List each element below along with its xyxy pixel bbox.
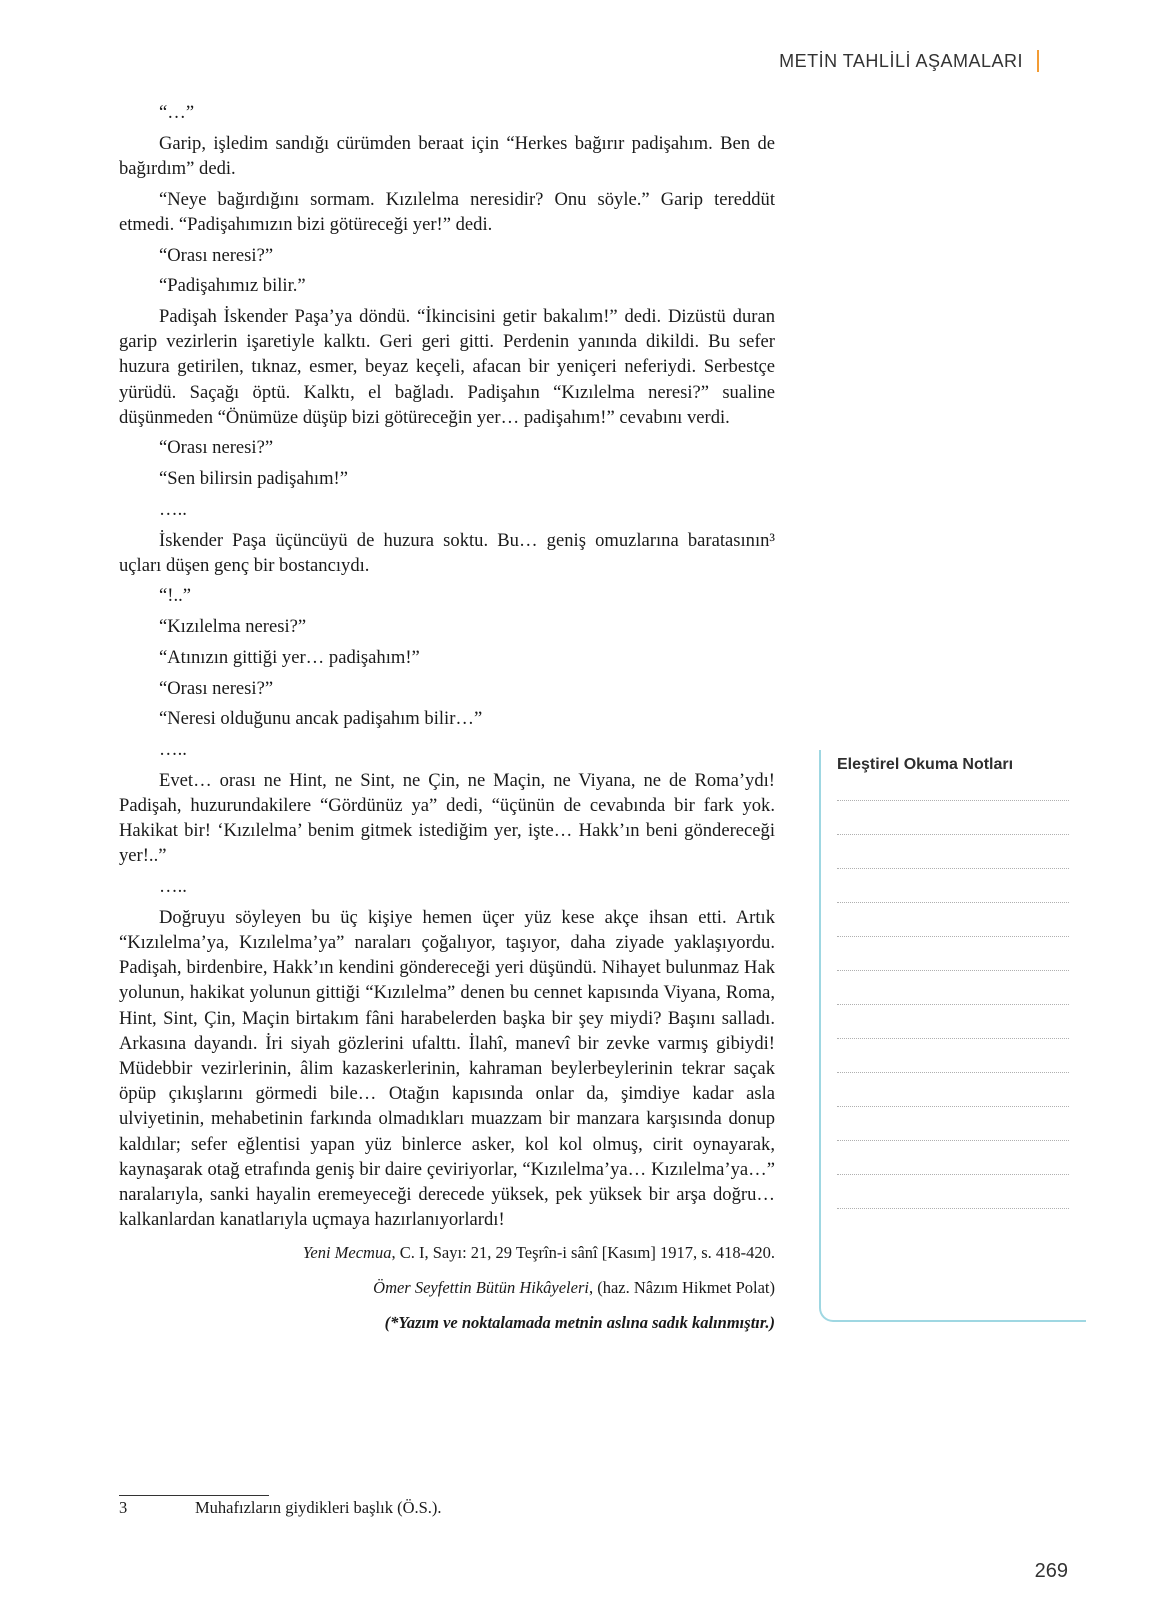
running-header: [779, 50, 1039, 72]
note-line[interactable]: [837, 1038, 1069, 1039]
paragraph: “Atınızın gittiği yer… padişahım!”: [159, 646, 420, 668]
source-citation: [119, 1242, 775, 1264]
note-line[interactable]: [837, 1106, 1069, 1107]
note-line[interactable]: [837, 1072, 1069, 1073]
footnote: [119, 1498, 442, 1518]
source-citation: [119, 1277, 775, 1299]
header-accent-bar: [1037, 50, 1039, 72]
source-title: Ömer Seyfettin Bütün Hikâyeleri: [373, 1278, 589, 1298]
paragraph: “…”: [159, 102, 195, 123]
footnote-number: 3: [119, 1498, 128, 1517]
source-note-text: (*Yazım ve noktalamada metnin aslına sadık kalınmıştır.): [384, 1313, 775, 1333]
paragraph: “Neye bağırdığını sormam. Kızılelma neresidir? Onu söyle.” Garip tereddüt etmedi. “Padişahımızın bizi götüreceği yer!” dedi.: [119, 188, 775, 235]
paragraph: …..: [159, 875, 187, 897]
note-line[interactable]: [837, 800, 1069, 801]
note-line[interactable]: [837, 970, 1069, 971]
source-detail: , C. I, Sayı: 21, 29 Teşrîn-i sânî [Kasım] 1917, s. 418-420.: [391, 1243, 775, 1263]
paragraph: “Orası neresi?”: [159, 437, 274, 459]
paragraph: “Sen bilirsin padişahım!”: [159, 468, 348, 490]
header-title: METİN TAHLİLİ AŞAMALARI: [779, 50, 1023, 71]
paragraph: Doğruyu söyleyen bu üç kişiye hemen üçer yüz kese akçe ihsan etti. Artık “Kızılelma’ya, Kızılelma’ya” naraları çoğalıyor, taşıyor, daha ziyade yaklaşıyordu. Padişah, birdenbire, Hakk’ın kendini göndereceği yeri düşündü. Nihayet bulunmaz Hak yolunun, hakikat yolunun gittiği “Kızılelma” denen bu cennet kapısında Viyana, Roma, Hint, Sint, Çin, Maçin birtakım fâni harabelerden başka bir şey miydi? Başını salladı. Arkasına dayandı. İri siyah gözlerini ufalttı. İlahî, manevî bir zevke varmış gibiydi! Müdebbir vezirlerinin, âlim kazaskerlerinin, kahraman beylerbeylerinin tekrar saçak öpüp çıkışlarını görmedi bile… Otağın kapısında onlar da, şimdiye kadar asla ulviyetinin, mehabetinin farkında olmadıkları muazzam bir manzara karşısında donup kaldılar; sefer eğlentisi yapan yüz binlerce asker, kol kol olmuş, cirit oynayarak, kaynaşarak otağ etrafında geniş bir daire çeviriyorlar, “Kızılelma’ya… Kızılelma’ya…” naralarıyla, sanki hayalin eremeyeceği derecede yüksek, pek yüksek bir arşa doğru… kalkanlardan kanatlarıyla uçmaya hazırlanıyorlardı!: [119, 906, 775, 1231]
notes-panel: [819, 750, 1086, 1322]
note-line[interactable]: [837, 902, 1069, 903]
paragraph: “Kızılelma neresi?”: [159, 616, 307, 638]
source-detail: , (haz. Nâzım Hikmet Polat): [588, 1278, 775, 1298]
note-line[interactable]: [837, 936, 1069, 937]
source-title: Yeni Mecmua: [302, 1243, 392, 1263]
paragraph: “Padişahımız bilir.”: [159, 275, 306, 297]
source-note: [119, 1312, 775, 1334]
footnote-divider: [119, 1495, 269, 1496]
footnote-text: Muhafızların giydikleri başlık (Ö.S.).: [195, 1498, 442, 1517]
note-line[interactable]: [837, 1004, 1069, 1005]
note-line[interactable]: [837, 868, 1069, 869]
paragraph: Garip, işledim sandığı cürümden beraat için “Herkes bağırır padişahım. Ben de bağırdım” dedi.: [119, 132, 775, 179]
paragraph-with-footnote-ref: İskender Paşa üçüncüyü de huzura soktu. Bu… geniş omuzlarına baratasının³ uçları düşen genç bir bostancıydı.: [119, 529, 775, 576]
paragraph: “Orası neresi?”: [159, 677, 274, 699]
paragraph: …..: [159, 738, 187, 760]
paragraph: “Neresi olduğunu ancak padişahım bilir…”: [159, 708, 483, 730]
paragraph: …..: [159, 498, 187, 520]
paragraph: Padişah İskender Paşa’ya döndü. “İkincisini getir bakalım!” dedi. Dizüstü duran garip vezirlerin işaretiyle kalktı. Geri geri gitti. Perdenin yanında dikildi. Bu sefer huzura getirilen, tıknaz, esmer, beyaz keçeli, afacan bir yeniçeri neferiydi. Serbestçe yürüdü. Saçağı öptü. Kalktı, el bağladı. Padişahın “Kızılelma neresi?” sualine düşünmeden “Önümüze düşüp bizi götüreceğin yer… padişahım!” cevabını verdi.: [119, 305, 775, 428]
page-number: 269: [1034, 1560, 1068, 1582]
main-text: [119, 100, 775, 1347]
notes-title: Eleştirel Okuma Notları: [837, 756, 1014, 773]
note-line[interactable]: [837, 1140, 1069, 1141]
note-line[interactable]: [837, 1174, 1069, 1175]
paragraph: Evet… orası ne Hint, ne Sint, ne Çin, ne Maçin, ne Viyana, ne de Roma’ydı! Padişah, huzurundakilere “Gördünüz ya” dedi, “üçünün de cevabında bir fark yok. Hakikat bir! ‘Kızılelma’ benim gitmek istediğim yer, işte… Hakk’ın beni göndereceği yer!..”: [119, 769, 775, 867]
note-line[interactable]: [837, 1208, 1069, 1209]
paragraph: “Orası neresi?”: [159, 244, 274, 266]
note-line[interactable]: [837, 834, 1069, 835]
paragraph: “!..”: [159, 585, 191, 607]
